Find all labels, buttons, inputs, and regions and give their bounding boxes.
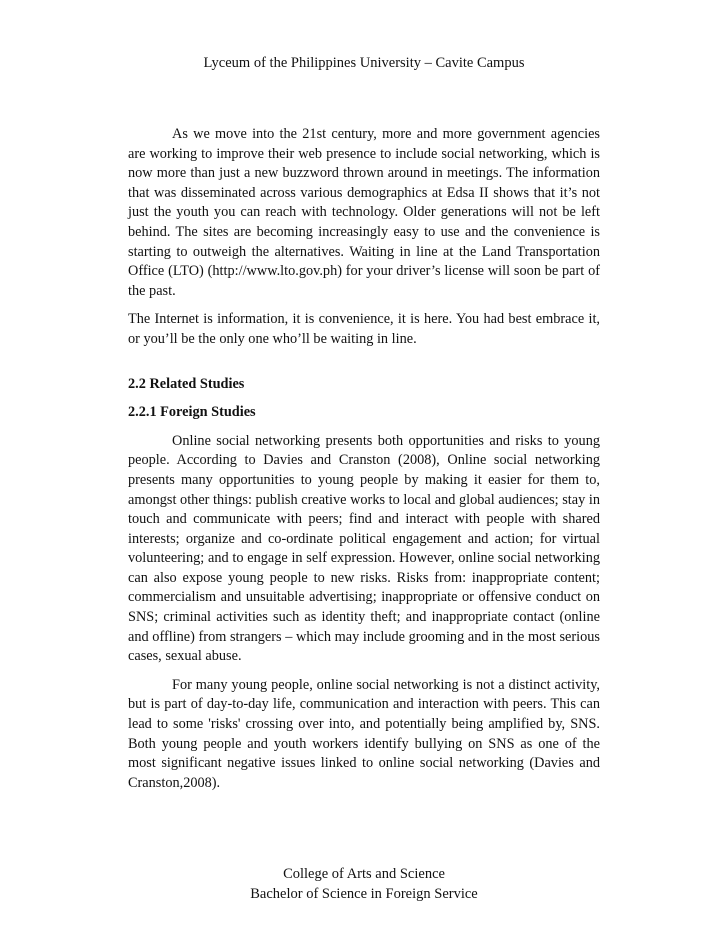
paragraph-internet: The Internet is information, it is convenience, it is here. You had best embrace it, or you’ll be the only one who’ll be waiting in line. — [128, 311, 600, 347]
footer-college: College of Arts and Science — [283, 866, 445, 882]
paragraph-daily-life: For many young people, online social networking is not a distinct activity, but is part of day-to-day life, communication and interaction with peers. This can lead to some 'risks' crossing over into, and potentially being amplified by, SNS. Both young people and youth workers identify bullying on SNS as one of the most significant negative issues linked to online social networking (Davies and Cranston,2008). — [128, 676, 600, 791]
page-header: Lyceum of the Philippines University – Cavite Campus — [203, 55, 525, 71]
footer-program: Bachelor of Science in Foreign Service — [250, 886, 478, 902]
paragraph-intro: As we move into the 21st century, more and more government agencies are working to improve their web presence to include social networking, which is now more than just a new buzzword thrown around in meetings. The information that was disseminated across various demographics at Edsa II shows that it’s not just the youth you can reach with technology. Older generations will not be left behind. The sites are becoming increasingly easy to use and the convenience is starting to outweigh the alternatives. Waiting in line at the Land Transportation Office (LTO) (http://www.lto.gov.ph) for your driver’s license will soon be part of the past. — [128, 126, 600, 299]
paragraph-opportunities-risks: Online social networking presents both opportunities and risks to young people. According to Davies and Cranston (2008), Online social networking presents many opportunities to young people by making it easier for them to, amongst other things: publish creative works to local and global audiences; stay in touch and communicate with peers; find and interact with people with shared interests; organize and co-ordinate political engagement and action; for virtual volunteering; and to engage in self expression. However, online social networking can also expose young people to new risks. Risks from: inappropriate content; commercialism and unsuitable advertising; inappropriate or offensive conduct on SNS; criminal activities such as identity theft; and inappropriate contact (online and offline) from strangers – which may include grooming and in the most serious cases, sexual abuse. — [128, 432, 600, 665]
body-text — [128, 125, 600, 793]
heading-foreign-studies: 2.2.1 Foreign Studies — [128, 404, 256, 421]
heading-related-studies: 2.2 Related Studies — [128, 375, 245, 392]
page-footer — [0, 864, 728, 904]
